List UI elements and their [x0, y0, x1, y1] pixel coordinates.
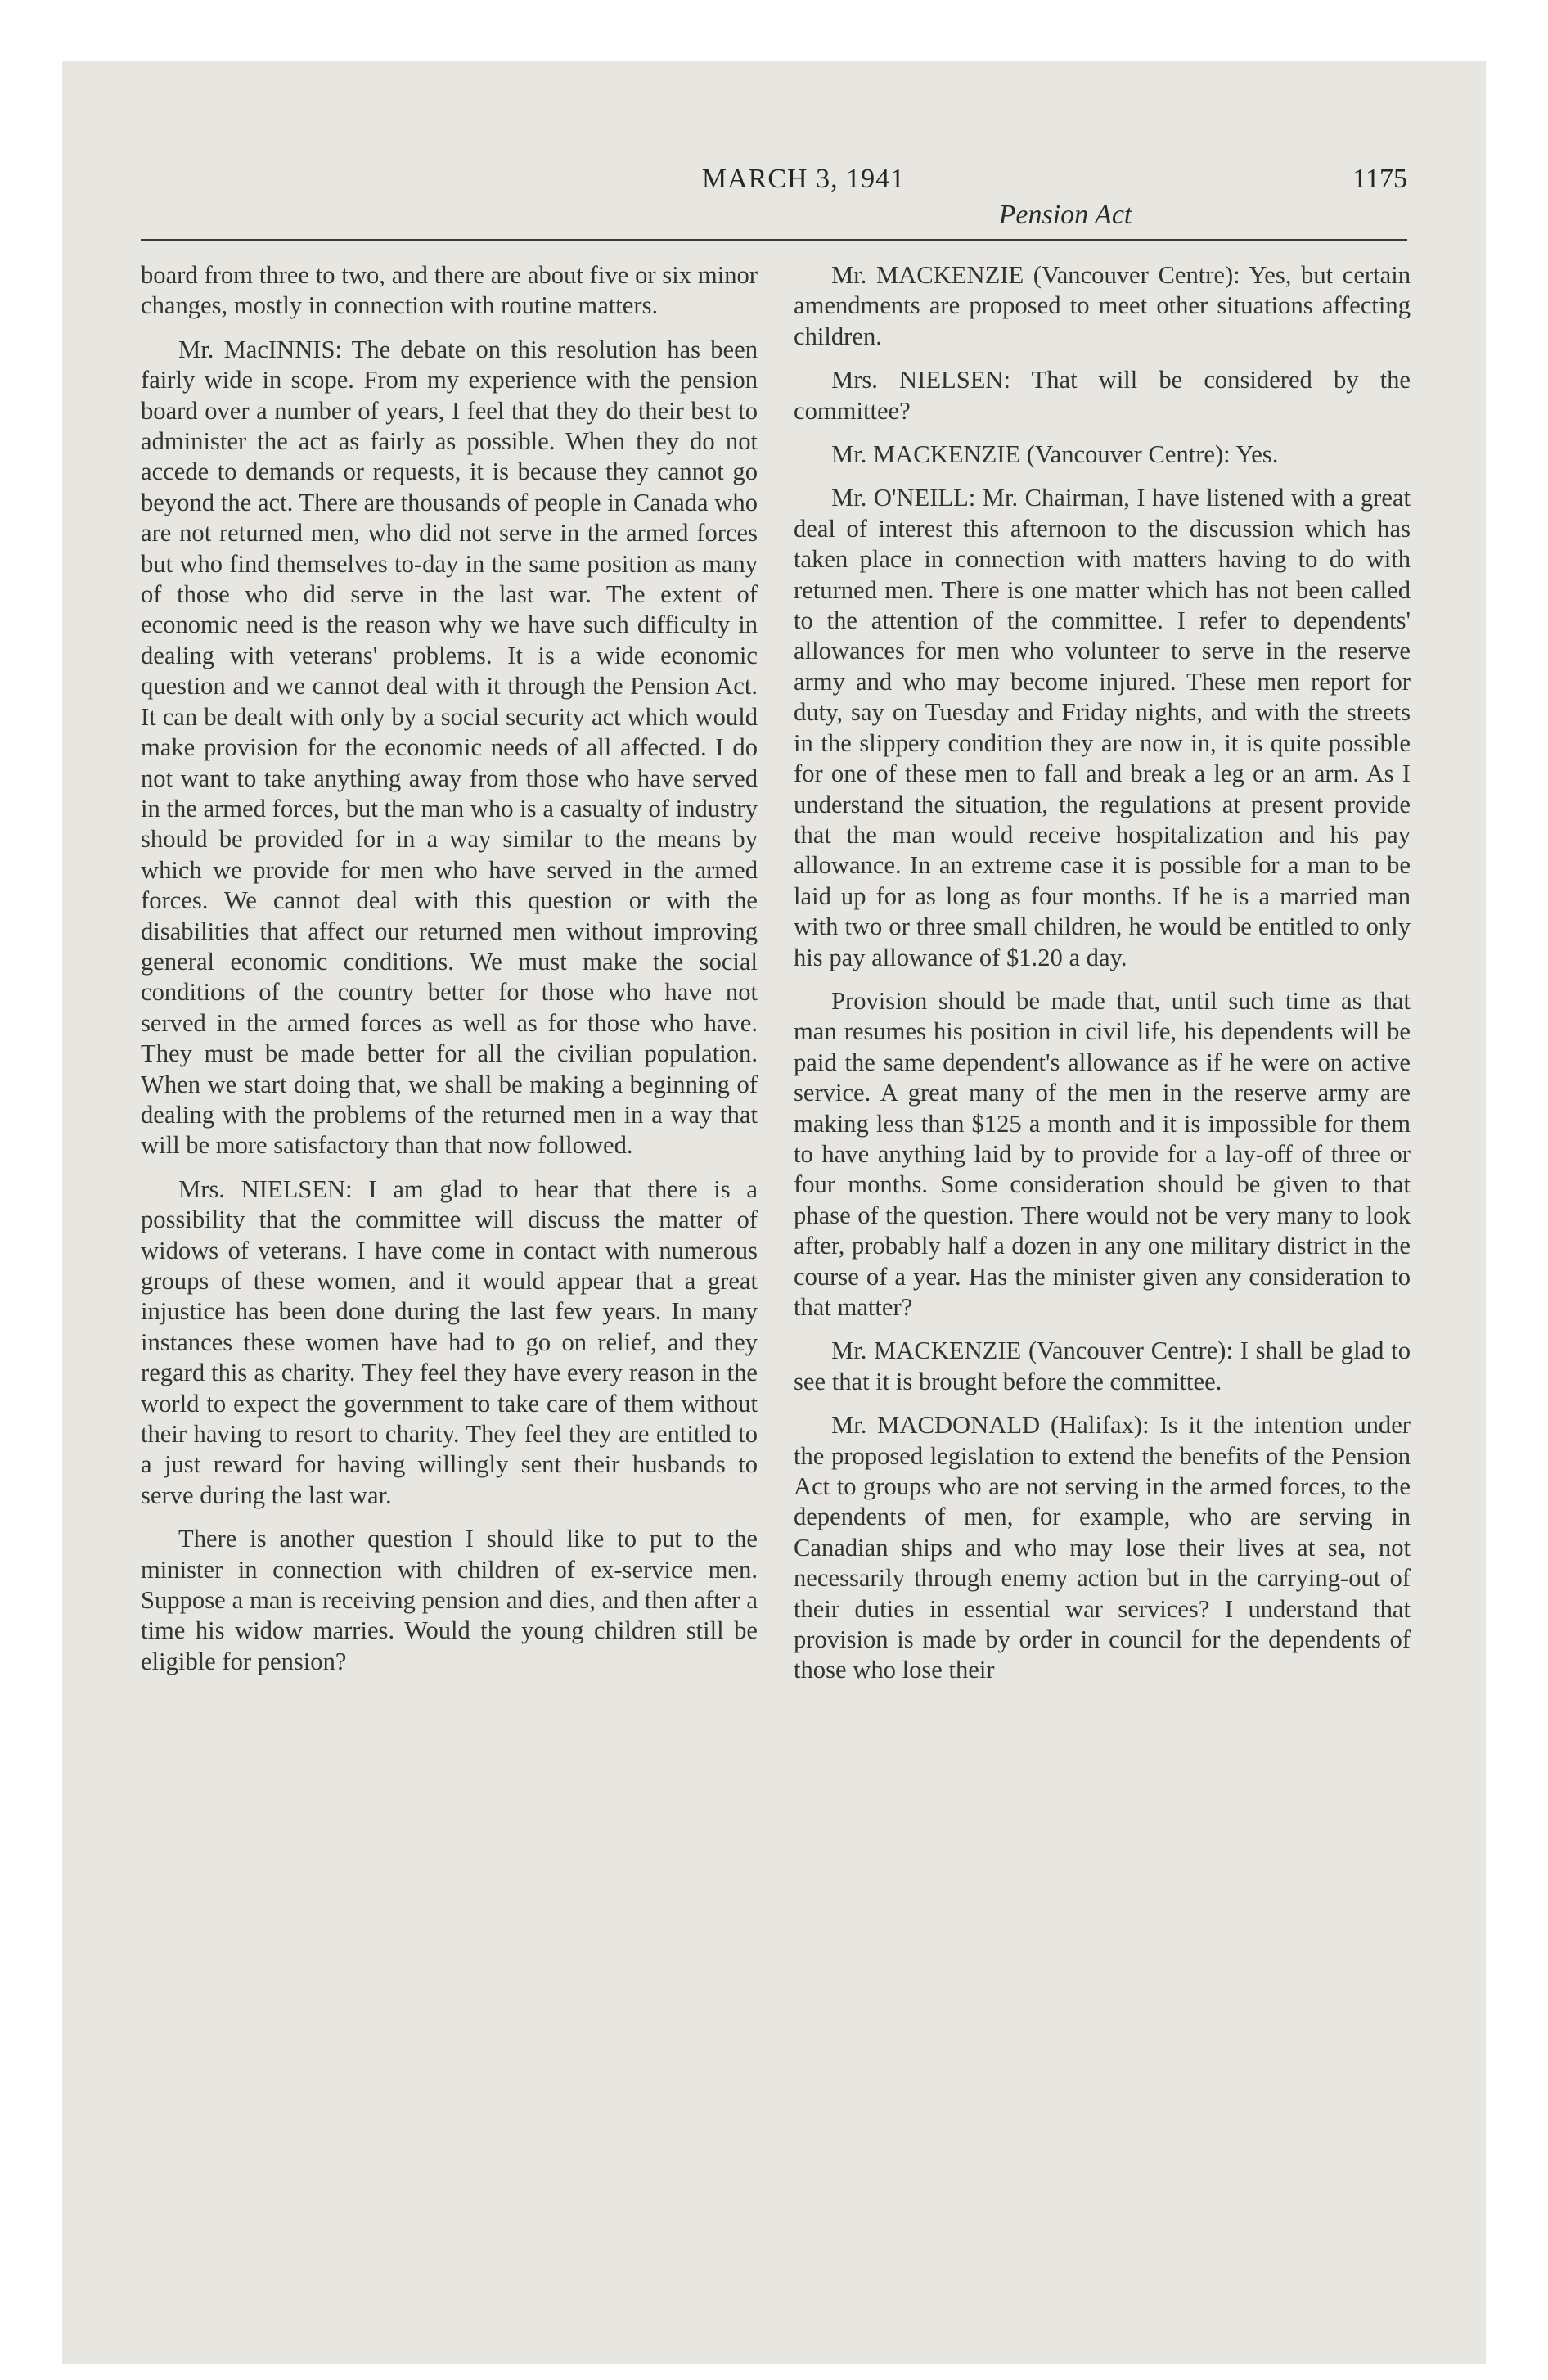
paragraph: Provision should be made that, until such time as that man resumes his position in civil life, his dependents will be paid the same dependent's allowance as if he were on active service. A great many of the men in the reserve army are making less than $125 a month and it is impossible for them to have anything laid by to provide for a lay-off of three or four months. Some consideration should be given to that phase of the question. There would not be very many to look after, probably half a dozen in any one military district in the course of a year. Has the minister given any consideration to that matter? [794, 986, 1411, 1321]
paragraph-macinnis: Mr. MacINNIS: The debate on this resolution has been fairly wide in scope. From my experience with the pension board over a number of years, I feel that they do their best to administer the act as fairly as possible. When they do not accede to demands or requests, it is because they cannot go beyond the act. There are thousands of people in Canada who are not returned men, who did not serve in the armed forces but who find themselves to-day in the same position as many of those who did serve in the last war. The extent of economic need is the reason why we have such difficulty in dealing with veterans' problems. It is a wide economic question and we cannot deal with it through the Pension Act. It can be dealt with only by a social security act which would make provision for the economic needs of all affected. I do not want to take anything away from those who have served in the armed forces, but the man who is a casualty of industry should be provided for in a way similar to the means by which we provide for men who have served in the armed forces. We cannot deal with this question or with the disabilities that affect our returned men without improving general economic conditions. We must make the social conditions of the country better for those who have not served in the armed forces as well as for those who have. They must be made better for all the civilian population. When we start doing that, we shall be making a beginning of dealing with the problems of the returned men in a way that will be more satisfactory than that now followed. [141, 335, 758, 1160]
paragraph-oneill: Mr. O'NEILL: Mr. Chairman, I have listened with a great deal of interest this afternoon to the discussion which has taken place in connection with matters having to do with returned men. There is one matter which has not been called to the attention of the committee. I refer to dependents' allowances for men who volunteer to serve in the reserve army and who may become injured. These men report for duty, say on Tuesday and Friday nights, and with the streets in the slippery condition they are now in, it is quite possible for one of these men to fall and break a leg or an arm. As I understand the situation, the regulations at present provide that the man would receive hospitalization and his pay allowance. In an extreme case it is possible for a man to be laid up for as long as four months. If he is a married man with two or three small children, he would be entitled to only his pay allowance of $1.20 a day. [794, 484, 1411, 971]
paragraph: board from three to two, and there are about five or six minor changes, mostly in connection with routine matters. [141, 261, 758, 320]
paragraph: There is another question I should like to put to the minister in connection with children of ex-service men. Suppose a man is receiving pension and dies, and then after a time his widow marries. Would the young children still be eligible for pension? [141, 1525, 758, 1675]
header-section-title: Pension Act [998, 200, 1132, 230]
paragraph-mackenzie: Mr. MACKENZIE (Vancouver Centre): I shall be glad to see that it is brought before the committee. [794, 1336, 1411, 1395]
page-header [141, 164, 1407, 237]
paragraph-macdonald: Mr. MACDONALD (Halifax): Is it the intention under the proposed legislation to extend the benefits of the Pension Act to groups who are not serving in the armed forces, to the dependents of men, for example, who are serving in Canadian ships and who may lose their lives at sea, not necessarily through enemy action but in the carrying-out of their duties in essential war services? I understand that provision is made by order in council for the dependents of those who lose their [794, 1411, 1411, 1684]
paragraph-mackenzie: Mr. MACKENZIE (Vancouver Centre): Yes. [831, 440, 1279, 469]
header-rule [141, 239, 1407, 241]
right-column [794, 260, 1411, 1699]
header-page-number: 1175 [1352, 164, 1407, 194]
paragraph-nielsen: Mrs. NIELSEN: That will be considered by the committee? [794, 366, 1411, 425]
paragraph-mackenzie: Mr. MACKENZIE (Vancouver Centre): Yes, but certain amendments are proposed to meet other situations affecting children. [794, 261, 1411, 350]
paragraph-nielsen: Mrs. NIELSEN: I am glad to hear that there is a possibility that the committee will discuss the matter of widows of veterans. I have come in contact with numerous groups of these women, and it would appear that a great injustice has been done during the last few years. In many instances these women have had to go on relief, and they regard this as charity. They feel they have every reason in the world to expect the government to take care of them without their having to resort to charity. They feel they are entitled to a just reward for having willingly sent their husbands to serve during the last war. [141, 1174, 758, 1509]
left-column [141, 260, 758, 1690]
header-date: MARCH 3, 1941 [701, 164, 906, 194]
